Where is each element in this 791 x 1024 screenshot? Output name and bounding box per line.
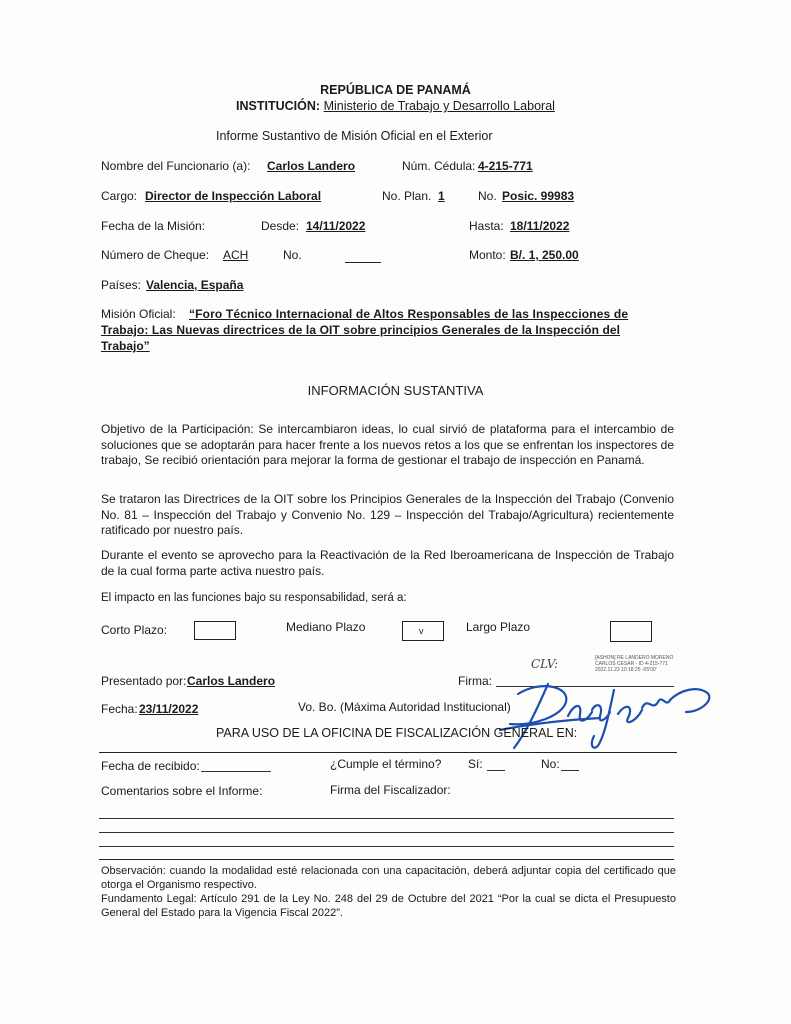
footer-divider — [99, 859, 674, 860]
institution-value: Ministerio de Trabajo y Desarrollo Laboral — [323, 99, 555, 113]
id-value: 4-215-771 — [478, 159, 533, 173]
to-label: Hasta: — [469, 219, 504, 233]
position-label: Cargo: — [101, 189, 138, 203]
comments-label: Comentarios sobre el Informe: — [101, 784, 263, 798]
term-question: ¿Cumple el término? — [330, 757, 442, 771]
oversight-heading: PARA USO DE LA OFICINA DE FISCALIZACIÓN GENERAL EN: — [216, 726, 578, 740]
impact-label: El impacto en las funciones bajo su responsabilidad, será a: — [101, 592, 407, 604]
mission-line-1: “Foro Técnico Internacional de Altos Responsables de las Inspecciones de — [189, 307, 629, 321]
medium-term-checkbox[interactable] — [402, 621, 444, 641]
mission-date-label: Fecha de la Misión: — [101, 219, 206, 233]
long-term-checkbox[interactable] — [610, 621, 652, 642]
mission-line-3: Trabajo” — [101, 339, 150, 353]
comments-line-2 — [99, 832, 674, 833]
check-no-label: No. — [283, 248, 302, 262]
check-value: ACH — [223, 248, 249, 262]
official-value: Carlos Landero — [267, 159, 356, 173]
received-blank — [201, 771, 271, 772]
received-label: Fecha de recibido: — [101, 759, 200, 773]
paragraph-network: Durante el evento se aprovecho para la Reactivación de la Red Iberoamericana de Inspección de Trabajo de la cual forma parte activa nuestro país. — [101, 548, 674, 578]
short-term-checkbox[interactable] — [194, 621, 236, 640]
no-label: No: — [541, 757, 560, 771]
from-label: Desde: — [261, 219, 300, 233]
position-value: Director de Inspección Laboral — [145, 189, 322, 203]
country-title: REPÚBLICA DE PANAMÁ — [320, 83, 471, 97]
check-no-blank — [345, 262, 381, 263]
auditor-label: Firma del Fiscalizador: — [330, 783, 451, 797]
countries-value: Valencia, España — [146, 278, 244, 292]
institution-line — [0, 99, 791, 113]
signature-label: Firma: — [458, 674, 492, 688]
posic-value: Posic. 99983 — [502, 189, 575, 203]
observation-note: Observación: cuando la modalidad esté relacionada con una capacitación, deberá adjuntar copia del certificado que otorga el Organismo respectivo. — [101, 865, 676, 891]
yes-label: Sí: — [468, 757, 483, 771]
digital-signature-stamp — [595, 655, 673, 673]
handwritten-signature — [470, 672, 720, 762]
presented-value: Carlos Landero — [187, 674, 276, 688]
medium-term-label: Mediano Plazo — [286, 620, 366, 634]
countries-label: Países: — [101, 278, 142, 292]
from-value: 14/11/2022 — [306, 219, 366, 233]
oversight-divider — [99, 752, 677, 753]
institution-label: INSTITUCIÓN: — [236, 99, 321, 113]
to-value: 18/11/2022 — [510, 219, 570, 233]
paragraph-directives: Se trataron las Directrices de la OIT sobre los Principios Generales de la Inspección del Trabajo (Convenio No. 81 – Inspección del Trabajo y Convenio No. 129 – Inspección del Trabajo/Agricultura) recientemente ratificado por nuestro país. — [101, 492, 674, 537]
amount-value: B/. 1, 250.00 — [510, 248, 579, 262]
approval-label: Vo. Bo. (Máxima Autoridad Institucional) — [298, 700, 511, 714]
check-mark: v — [419, 626, 424, 636]
amount-label: Monto: — [469, 248, 506, 262]
date-value: 23/11/2022 — [139, 702, 199, 716]
date-label: Fecha: — [101, 702, 138, 716]
mission-label: Misión Oficial: — [101, 307, 176, 321]
plan-label: No. Plan. — [382, 189, 432, 203]
digital-sig-line-2: CARLOS CESAR - ID 4-215-771 — [595, 661, 668, 667]
check-label: Número de Cheque: — [101, 248, 210, 262]
comments-line-3 — [99, 846, 674, 847]
mission-line-2: Trabajo: Las Nuevas directrices de la OIT sobre principios Generales de la Inspección del — [101, 323, 621, 337]
official-label: Nombre del Funcionario (a): — [101, 159, 251, 173]
initials: CLV: — [531, 657, 559, 671]
comments-line-1 — [99, 818, 674, 819]
digital-sig-line-3: 2022.11.23 10:18:25 -05'00' — [595, 667, 657, 673]
digital-sig-line-1: [ASHON] RE LANDERO MORENO — [595, 655, 674, 661]
substantive-heading: INFORMACIÓN SUSTANTIVA — [307, 383, 484, 398]
long-term-label: Largo Plazo — [466, 620, 531, 634]
report-title: Informe Sustantivo de Misión Oficial en el Exterior — [216, 129, 493, 143]
no-blank — [561, 770, 579, 771]
posic-label: No. — [478, 189, 497, 203]
presented-label: Presentado por: — [101, 674, 187, 688]
short-term-label: Corto Plazo: — [101, 623, 168, 637]
paragraph-objective: Objetivo de la Participación: Se intercambiaron ideas, lo cual sirvió de plataforma para el intercambio de soluciones que se adoptarán para hacer frente a los nuevos retos a los que se enfrentan los inspectores de trabajo, Se recibió orientación para mejorar la forma de gestionar el trabajo de inspección en Panamá. — [101, 422, 674, 467]
plan-value: 1 — [438, 189, 445, 203]
yes-blank — [487, 770, 505, 771]
id-label: Núm. Cédula: — [402, 159, 476, 173]
legal-basis-note: Fundamento Legal: Artículo 291 de la Ley No. 248 del 29 de Octubre del 2021 “Por la cual se dicta el Presupuesto General del Estado para la Vigencia Fiscal 2022”. — [101, 893, 676, 919]
